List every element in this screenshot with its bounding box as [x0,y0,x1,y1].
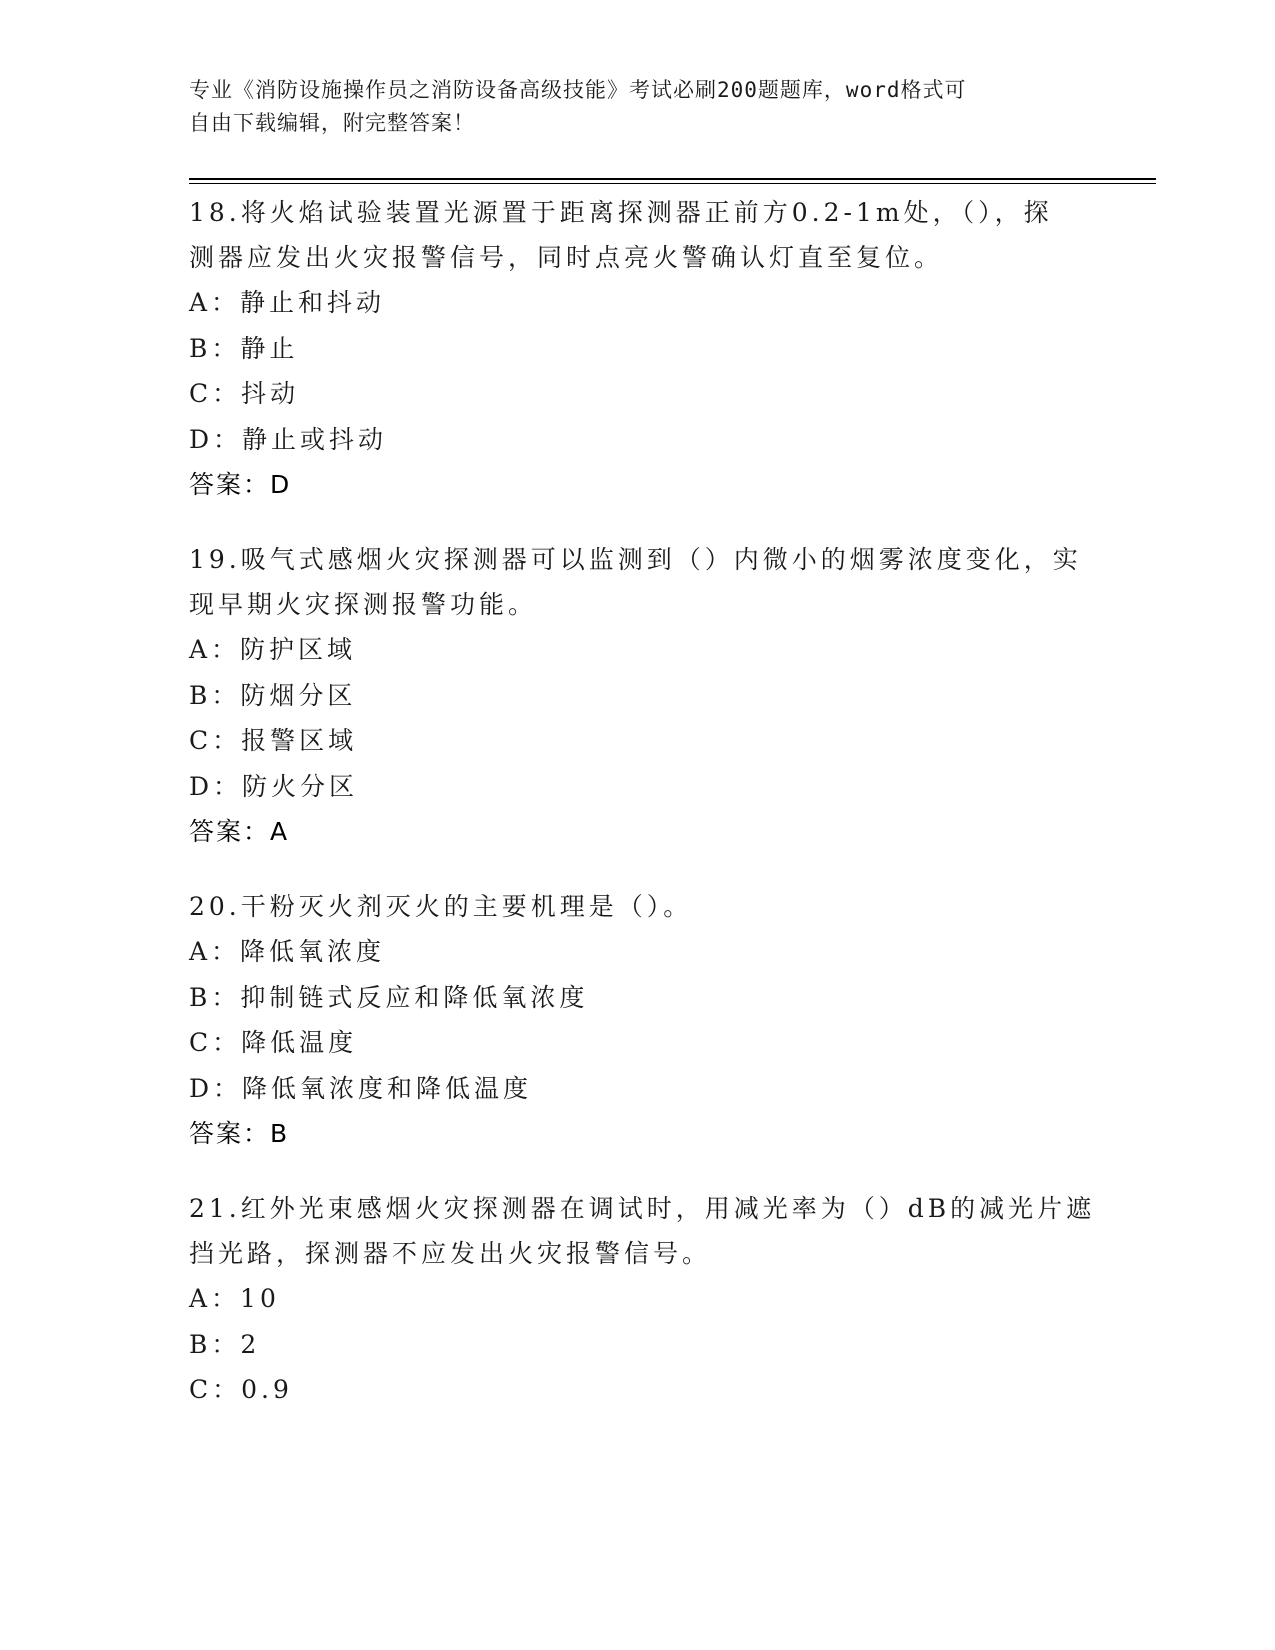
answer-line [189,809,1089,854]
question-18 [189,190,1089,507]
header-line-2: 自由下载编辑，附完整答案！ [189,111,475,135]
question-text-line: 现早期火灾探测报警功能。 [189,590,538,619]
header-divider-thin [189,183,1156,184]
option-d: D：降低氧浓度和降低温度 [189,1073,533,1103]
question-text-line: 测器应发出火灾报警信号，同时点亮火警确认灯直至复位。 [189,243,944,272]
question-text-line: 20.干粉灭火剂灭火的主要机理是（）。 [189,892,693,921]
header-divider-thick [189,178,1156,180]
option-c: C：报警区域 [189,726,358,755]
option-b: B：2 [189,1329,261,1359]
answer-label: 答案： [189,817,271,846]
answer-label: 答案： [189,1119,271,1148]
question-list [189,190,1096,1443]
answer-line [189,462,1089,507]
question-text-line: 21.红外光束感烟火灾探测器在调试时，用减光率为（）dB的减光片遮 [189,1194,1096,1223]
option-b: B：防烟分区 [189,680,357,710]
question-text-line: 19.吸气式感烟火灾探测器可以监测到（）内微小的烟雾浓度变化，实 [189,545,1082,574]
option-c: C：抖动 [189,379,300,408]
option-b: B：静止 [189,333,299,363]
question-20 [189,884,1089,1156]
document-header [189,74,1089,140]
option-d: D：防火分区 [189,771,359,801]
question-19 [189,537,1089,854]
option-a: A：防护区域 [189,635,357,664]
option-c: C：0.9 [189,1375,293,1404]
question-21 [189,1186,1096,1413]
question-text-line: 挡光路，探测器不应发出火灾报警信号。 [189,1239,712,1268]
option-c: C：降低温度 [189,1028,358,1057]
answer-value: A [270,817,290,846]
answer-value: B [270,1119,290,1148]
header-line-1: 专业《消防设施操作员之消防设备高级技能》考试必刷200题题库，word格式可 [189,78,967,102]
answer-value: D [270,470,292,499]
option-a: A：10 [189,1284,280,1313]
question-text-line: 18.将火焰试验装置光源置于距离探测器正前方0.2-1m处，（），探 [189,198,1053,227]
option-d: D：静止或抖动 [189,424,388,454]
answer-label: 答案： [189,470,271,499]
option-b: B：抑制链式反应和降低氧浓度 [189,982,589,1012]
answer-line [189,1111,1089,1156]
option-a: A：降低氧浓度 [189,937,386,966]
option-a: A：静止和抖动 [189,288,386,317]
